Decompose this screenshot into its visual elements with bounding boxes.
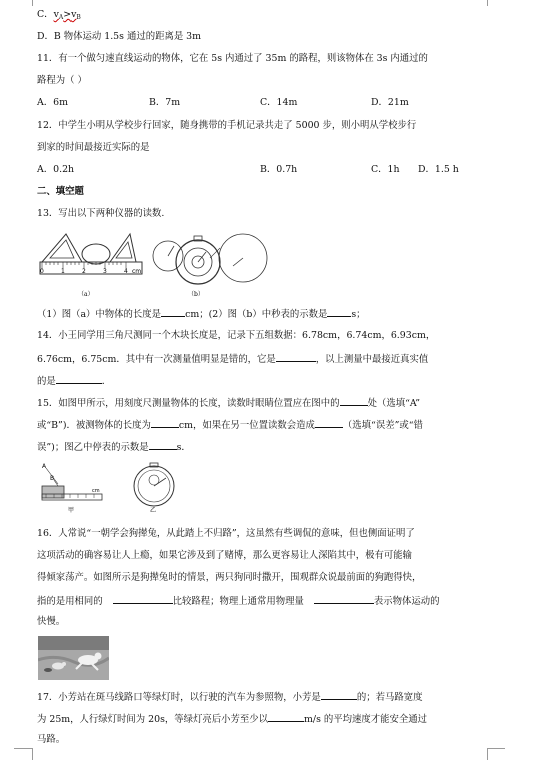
q16-line-4-part-3: 表示物体运动的 xyxy=(373,596,440,607)
fig15-caption-jia: 甲 xyxy=(68,507,75,514)
fig15-ruler-unit: cm xyxy=(92,488,100,494)
ruler-tick-3: 3 xyxy=(103,268,107,275)
dog-rabbit-photo xyxy=(38,636,109,680)
q15-line-2-part-1: 或“B”)．被测物体的长度为 xyxy=(37,420,151,431)
q11-line-2: 路程为（ ） xyxy=(37,75,87,86)
q11-option-a: A．6m xyxy=(37,97,68,108)
q15-line-3-part-1: 误”)；图乙中停表的示数是 xyxy=(37,442,149,453)
q12-line-2: 到家的时间最接近实际的是 xyxy=(37,142,150,153)
q13-blank-1[interactable] xyxy=(161,307,185,317)
crop-mark-bottom-left-h xyxy=(14,748,32,749)
ruler-tick-0: 0 xyxy=(40,268,44,275)
q13-answer-part-3: s； xyxy=(351,309,366,320)
q17-line-2-part-2: m/s 的平均速度才能安全通过 xyxy=(304,714,427,725)
q16-line-4-part-1: 指的是用相同的 xyxy=(37,596,103,607)
q16-line-5: 快慢。 xyxy=(37,616,66,627)
q13-blank-2[interactable] xyxy=(327,307,351,317)
q17-blank-2[interactable] xyxy=(268,712,304,722)
crop-mark-top-right xyxy=(487,0,498,6)
fig15-label-A: A xyxy=(42,463,47,470)
q14-line-3-part-2: ． xyxy=(101,376,112,387)
q11-option-b: B．7m xyxy=(149,97,181,108)
section-2-heading: 二、填空题 xyxy=(37,186,84,197)
fig13-a-caption: （a） xyxy=(78,291,94,298)
q12-line-1: 12．中学生小明从学校步行回家，随身携带的手机记录共走了 5000 步，则小明从学校步行 xyxy=(37,120,417,131)
q15-line-1 xyxy=(37,396,420,410)
q12-option-b: B．0.7h xyxy=(260,164,298,175)
crop-mark-top-left xyxy=(22,0,33,6)
q17-line-2-part-1: 为 25m，人行绿灯时间为 20s，等绿灯亮后小芳至少以 xyxy=(37,714,269,725)
q13-answer-line xyxy=(37,307,366,321)
q15-line-1-part-2: 处（选填“A” xyxy=(367,398,421,409)
q12-option-a: A．0.2h xyxy=(37,164,75,175)
q15-line-3 xyxy=(37,440,191,454)
q14-blank-1[interactable] xyxy=(276,352,316,362)
q11-line-1: 11．有一个做匀速直线运动的物体，它在 5s 内通过了 35m 的路程，则该物体在 3s 内通过的 xyxy=(37,53,428,64)
ruler-tick-2: 2 xyxy=(82,268,86,275)
q12-option-d: D．1.5 h xyxy=(418,164,459,175)
q17-line-3: 马路。 xyxy=(37,734,66,745)
q14-line-2-part-2: ，以上测量中最接近真实值 xyxy=(315,354,429,365)
option-d-line: D．B 物体运动 1.5s 通过的距离是 3m xyxy=(37,31,202,42)
q15-line-2-part-3: （选填“误差”或“错 xyxy=(342,420,423,431)
q15-blank-1[interactable] xyxy=(340,396,368,406)
q17-line-1 xyxy=(37,690,422,704)
figure-15 xyxy=(38,458,218,514)
figure-13-svg xyxy=(38,226,278,302)
q15-blank-4[interactable] xyxy=(149,440,177,450)
q11-option-d: D．21m xyxy=(371,97,409,108)
q14-line-2-part-1: 6.76cm，6.75cm．其中有一次测量值明显是错的，它是 xyxy=(37,354,276,365)
ruler-unit: cm xyxy=(132,268,142,275)
fig15-label-B: B xyxy=(50,475,55,482)
q13-answer-part-1: （1）图（a）中物体的长度是 xyxy=(37,309,162,320)
q15-blank-2[interactable] xyxy=(151,418,179,428)
crop-mark-bottom-right xyxy=(487,748,498,760)
crop-mark-bottom-left xyxy=(22,748,33,760)
figure-13 xyxy=(38,226,278,302)
q14-line-3 xyxy=(37,374,111,388)
q17-blank-1[interactable] xyxy=(321,690,357,700)
q16-blank-2[interactable] xyxy=(314,594,374,604)
q15-line-1-part-1: 15．如图甲所示，用刻度尺测量物体的长度，读数时眼睛位置应在图中的 xyxy=(37,398,340,409)
figure-15-svg xyxy=(38,458,218,514)
q16-line-1: 16．人常说“一朝学会狗撵兔，从此踏上不归路”，这虽然有些调侃的意味，但也侧面证明了 xyxy=(37,528,415,539)
option-c-label: C． xyxy=(37,9,54,20)
q15-blank-3[interactable] xyxy=(315,418,343,428)
ruler-tick-4: 4 xyxy=(124,268,128,275)
va-gt-vb: $v_A>v_B$ xyxy=(53,9,81,21)
q14-blank-2[interactable] xyxy=(56,374,102,384)
q16-line-4-part-2: 比较路程；物理上通常用物理量 xyxy=(172,596,304,607)
q17-line-1-part-2: 的；若马路宽度 xyxy=(356,692,423,703)
fig13-b-caption: （b） xyxy=(188,291,204,298)
q15-line-2-part-2: cm，如果在另一位置读数会造成 xyxy=(178,420,315,431)
q13-answer-part-2: cm；(2）图（b）中秒表的示数是 xyxy=(185,309,328,320)
crop-mark-bottom-right-h xyxy=(487,748,505,749)
q17-line-2 xyxy=(37,712,427,726)
option-c-line xyxy=(37,9,81,24)
q12-option-c: C．1h xyxy=(371,164,400,175)
q14-line-2 xyxy=(37,352,428,366)
q17-line-1-part-1: 17．小芳站在斑马线路口等绿灯时，以行驶的汽车为参照物，小芳是 xyxy=(37,692,321,703)
dog-rabbit-photo-svg xyxy=(38,636,109,680)
q14-line-3-part-1: 的是 xyxy=(37,376,56,387)
q16-line-4 xyxy=(37,594,440,608)
q13-line: 13．写出以下两种仪器的读数. xyxy=(37,208,165,219)
q11-option-c: C．14m xyxy=(260,97,298,108)
q16-blank-1[interactable] xyxy=(113,594,173,604)
q14-line-1: 14．小王同学用三角尺测同一个木块长度是，记录下五组数据：6.78cm，6.74cm，6.93cm， xyxy=(37,330,436,341)
fig15-caption-yi: 乙 xyxy=(150,507,157,514)
q15-line-2 xyxy=(37,418,423,432)
q16-line-3: 得倾家荡产。如图所示是狗撵兔时的情景，两只狗同时撒开，围观群众说最前面的狗跑得快， xyxy=(37,572,422,583)
q16-line-2: 这项活动的确容易让人上瘾，如果它涉及到了赌博，那么更容易让人深陷其中，极有可能输 xyxy=(37,550,413,561)
ruler-tick-1: 1 xyxy=(61,268,65,275)
q15-line-3-part-2: s． xyxy=(176,442,191,453)
